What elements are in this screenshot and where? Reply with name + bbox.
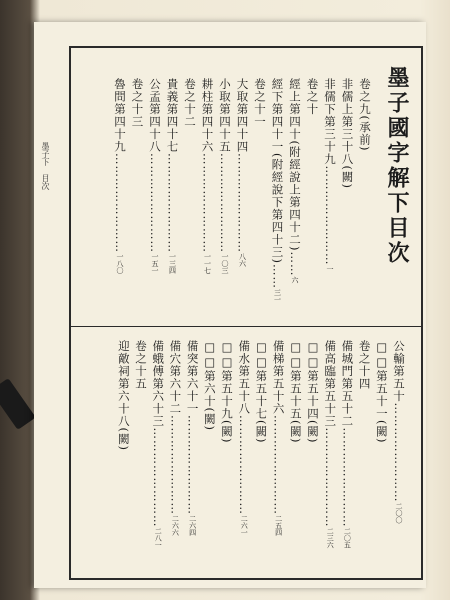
toc-entry-page: 三一: [273, 288, 282, 303]
toc-entry-text: 卷之十五: [134, 340, 148, 390]
toc-entry-text: 魯問第四十九……………………: [113, 78, 127, 253]
toc-entry-text: 卷之十三: [130, 78, 145, 128]
toc-entry-text: 卷之十: [305, 78, 320, 116]
toc-entry: [202, 340, 218, 431]
toc-entry: [270, 78, 286, 303]
toc-entry: [339, 340, 355, 549]
toc-entry: [147, 78, 163, 274]
toc-entry-text: 卷之九(承前): [358, 78, 372, 152]
toc-entry: [130, 78, 146, 128]
toc-entry-text: 備蛾傅第六十三……………………: [151, 340, 166, 528]
toc-entry: [252, 78, 268, 128]
toc-entry: [374, 340, 390, 443]
toc-entry: [182, 78, 198, 128]
toc-entry-text: 卷之十四: [357, 340, 372, 390]
toc-entry-page: 二三六: [326, 527, 335, 549]
page-title: 墨子國字解下目次: [384, 66, 410, 266]
toc-entry-text: 小取第四十五……………………: [218, 78, 232, 253]
toc-entry-text: 備突第六十一……………………: [185, 340, 200, 515]
toc-entry: [287, 78, 303, 283]
toc-entry: [305, 340, 321, 443]
toc-entry-page: 一: [326, 265, 334, 273]
toc-entry-text: 備穴第六十二……………………: [168, 340, 183, 515]
toc-entry-page: 六: [291, 276, 299, 284]
toc-entry: [288, 340, 304, 443]
toc-entry: [217, 78, 233, 274]
toc-entry: [185, 340, 201, 536]
toc-entry: [322, 340, 338, 549]
toc-entry-page: 二六六: [171, 515, 180, 536]
toc-entry-page: 二〇五: [343, 527, 352, 549]
toc-entry-page: 一五一: [151, 253, 159, 274]
toc-entry: [150, 340, 166, 549]
toc-entry: [133, 340, 149, 390]
toc-entry-text: □□第五十一(闕): [374, 340, 389, 444]
toc-entry-page: 一〇三: [221, 253, 229, 274]
toc-entry: [236, 340, 252, 536]
toc-entry: [322, 78, 338, 273]
toc-entry: [253, 340, 269, 443]
toc-entry: [271, 340, 287, 536]
toc-entry-text: □□第五十九(闕): [220, 340, 234, 444]
toc-entry-page: 八六: [238, 253, 247, 267]
toc-entry-page: 二五四: [274, 515, 283, 536]
toc-entry-page: 一一七: [203, 253, 212, 274]
toc-entry-text: 非儒上第三十八(闕): [340, 78, 355, 189]
toc-entry-text: 備高臨第五十三……………………: [323, 340, 338, 528]
toc-entry-text: 備城門第五十二……………………: [340, 340, 355, 528]
toc-entry-text: □□第五十四(闕): [306, 340, 320, 444]
toc-entry-text: 非儒下第三十九……………………: [323, 78, 337, 266]
toc-entry-text: □□第五十七(闕): [254, 340, 269, 444]
toc-entry: [116, 340, 132, 451]
toc-entry-text: □□第六十(闕): [202, 340, 217, 431]
toc-entry: [200, 78, 216, 274]
toc-entry-text: 經下第四十一(附經說下第四十三)……: [270, 78, 285, 289]
toc-entry: [235, 78, 251, 267]
toc-entry-page: 二六四: [188, 515, 197, 536]
toc-entry: [167, 340, 183, 536]
toc-entry-text: 公孟第四十八……………………: [148, 78, 162, 253]
toc-entry: [357, 78, 373, 151]
toc-entry-page: 一三四: [168, 253, 177, 274]
toc-entry: [305, 78, 321, 116]
toc-entry-text: 大取第四十四……………………: [235, 78, 250, 253]
toc-entry: [340, 78, 356, 189]
toc-entry: [391, 340, 407, 524]
toc-entry-text: 卷之十一: [253, 78, 267, 128]
toc-entry: [112, 78, 128, 274]
toc-entry-text: □□第五十五(闕): [288, 340, 303, 444]
toc-entry-page: 二八一: [154, 527, 163, 549]
toc-entry-text: 卷之十二: [183, 78, 197, 128]
book-page: [34, 22, 426, 588]
toc-entry-text: 迎敵祠第六十八(闕): [116, 340, 131, 451]
toc-entry-text: 貴義第四十七……………………: [165, 78, 180, 253]
toc-entry-text: 公輸第五十……………………: [392, 340, 406, 503]
section-divider: [71, 326, 421, 327]
toc-entry-text: 耕柱第四十六……………………: [200, 78, 215, 253]
toc-entry: [357, 340, 373, 390]
toc-entry: [165, 78, 181, 274]
toc-entry-page: 一八〇: [116, 253, 124, 274]
toc-entry-text: 備水第五十八……………………: [237, 340, 252, 515]
toc-entry: [219, 340, 235, 443]
toc-entry-page: 二〇〇: [395, 502, 403, 524]
toc-entry-page: 二六一: [240, 515, 249, 536]
toc-entry-text: 備梯第五十六……………………: [271, 340, 286, 515]
toc-frame: [69, 46, 423, 580]
margin-label: 墨子下 目次: [41, 142, 50, 190]
toc-entry-text: 經上第四十(附經說上第四十二)……: [288, 78, 302, 277]
